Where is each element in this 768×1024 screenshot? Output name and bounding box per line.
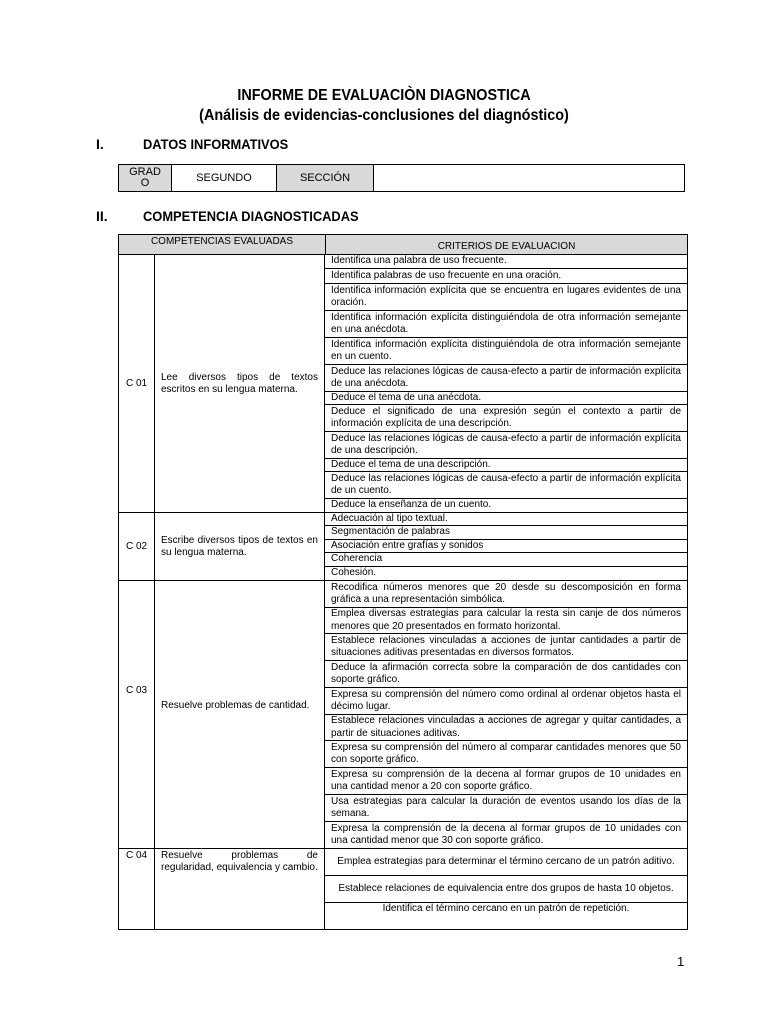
criterion-row: Identifica información explícita distinguiéndola de otra información semejante en un cuento. [325,338,687,365]
section-1-number: I. [96,136,104,152]
competencias-table [118,234,688,930]
criteria-list [325,255,687,512]
criteria-list [325,849,687,929]
criterion-row: Deduce la enseñanza de un cuento. [331,499,492,511]
competence-description: Resuelve problemas de regularidad, equivalencia y cambio. [155,849,325,929]
competence-code: C 04 [119,849,155,929]
grado-value: SEGUNDO [172,165,277,191]
section-1-title: DATOS INFORMATIVOS [143,136,289,152]
page-number: 1 [677,954,685,969]
competence-group-c03 [119,581,687,849]
criterion-row: Establece relaciones vinculadas a acciones de juntar cantidades a partir de situaciones aditivas presentadas en diversos formatos. [325,634,687,661]
competence-group-c02 [119,513,687,581]
competence-description: Escribe diversos tipos de textos en su lengua materna. [155,513,325,580]
criterion-row: Emplea estrategias para determinar el término cercano de un patrón aditivo. [325,849,687,876]
seccion-label: SECCIÓN [277,165,374,191]
criterion-row: Identifica el término cercano en un patrón de repetición. [382,903,630,914]
criterion-row: Recodifica números menores que 20 desde su descomposición en forma gráfica a una representación simbólica. [325,581,687,608]
section-2-title: COMPETENCIA DIAGNOSTICADAS [143,208,359,224]
criterion-row: Usa estrategias para calcular la duración de eventos usando los días de la semana. [325,795,687,822]
criterion-row: Deduce las relaciones lógicas de causa-efecto a partir de información explícita de un cuento. [325,472,687,499]
seccion-value [374,165,684,191]
competence-code: C 01 [119,255,155,512]
competence-code: C 03 [119,581,155,848]
criterion-row: Expresa su comprensión del número como ordinal al ordenar objetos hasta el décimo lugar. [325,688,687,715]
criterion-row: Deduce el tema de una anécdota. [325,392,687,405]
criterion-row: Identifica información explícita distinguiéndola de otra información semejante en una anécdota. [325,311,687,338]
criterion-row: Expresa su comprensión de la decena al formar grupos de 10 unidades en una cantidad menor a 20 con soporte gráfico. [325,768,687,795]
criterion-row: Identifica palabras de uso frecuente en una oración. [325,269,687,284]
criterion-row: Establece relaciones vinculadas a acciones de agregar y quitar cantidades, a partir de situaciones aditivas. [325,715,687,741]
criterion-row: Expresa su comprensión del número al comparar cantidades menores que 50 con soporte gráfico. [325,741,687,768]
criterion-row: Deduce las relaciones lógicas de causa-efecto a partir de información explícita de una descripción. [325,432,687,459]
criterion-row: Expresa la comprensión de la decena al formar grupos de 10 unidades con una cantidad menor que 30 con soporte gráfico. [331,822,681,846]
competence-description: Resuelve problemas de cantidad. [155,581,325,848]
criteria-list [325,513,687,580]
table-header [119,235,687,255]
criterion-row: Deduce la afirmación correcta sobre la comparación de dos cantidades con soporte gráfico. [325,661,687,688]
criterion-row: Identifica información explícita que se encuentra en lugares evidentes de una oración. [325,284,687,311]
criterion-row: Asociación entre grafías y sonidos [325,540,687,553]
title-line-1: INFORME DE EVALUACIÒN DIAGNOSTICA [237,87,531,104]
criterion-row: Deduce el tema de una descripción. [325,459,687,472]
criterion-row: Emplea diversas estrategias para calcular la resta sin canje de dos números menores que 20 presentados en formato horizontal. [325,608,687,634]
competence-code: C 02 [119,513,155,580]
criterion-row: Identifica una palabra de uso frecuente. [325,255,687,269]
criterion-row: Deduce las relaciones lógicas de causa-efecto a partir de información explícita de una anécdota. [325,365,687,392]
header-competencias: COMPETENCIAS EVALUADAS [119,235,326,254]
criterion-row: Deduce el significado de una expresión según el contexto a partir de información explícita de una descripción. [325,405,687,432]
section-2-number: II. [96,208,108,224]
criterion-row: Coherencia [325,553,687,567]
datos-informativos-table [118,164,685,192]
title-line-2: (Análisis de evidencias-conclusiones del diagnóstico) [199,107,569,124]
criterion-row: Segmentación de palabras [325,526,687,540]
competence-group-c01 [119,255,687,513]
criterion-row: Adecuación al tipo textual. [325,513,687,526]
grado-label: GRAD O [119,165,172,191]
competence-description: Lee diversos tipos de textos escritos en su lengua materna. [155,255,325,512]
criterion-row: Cohesión. [331,567,377,579]
criterion-row: Establece relaciones de equivalencia entre dos grupos de hasta 10 objetos. [325,876,687,903]
competence-group-c04 [119,849,687,930]
criteria-list [325,581,687,848]
header-criterios: CRITERIOS DE EVALUACION [326,235,687,254]
